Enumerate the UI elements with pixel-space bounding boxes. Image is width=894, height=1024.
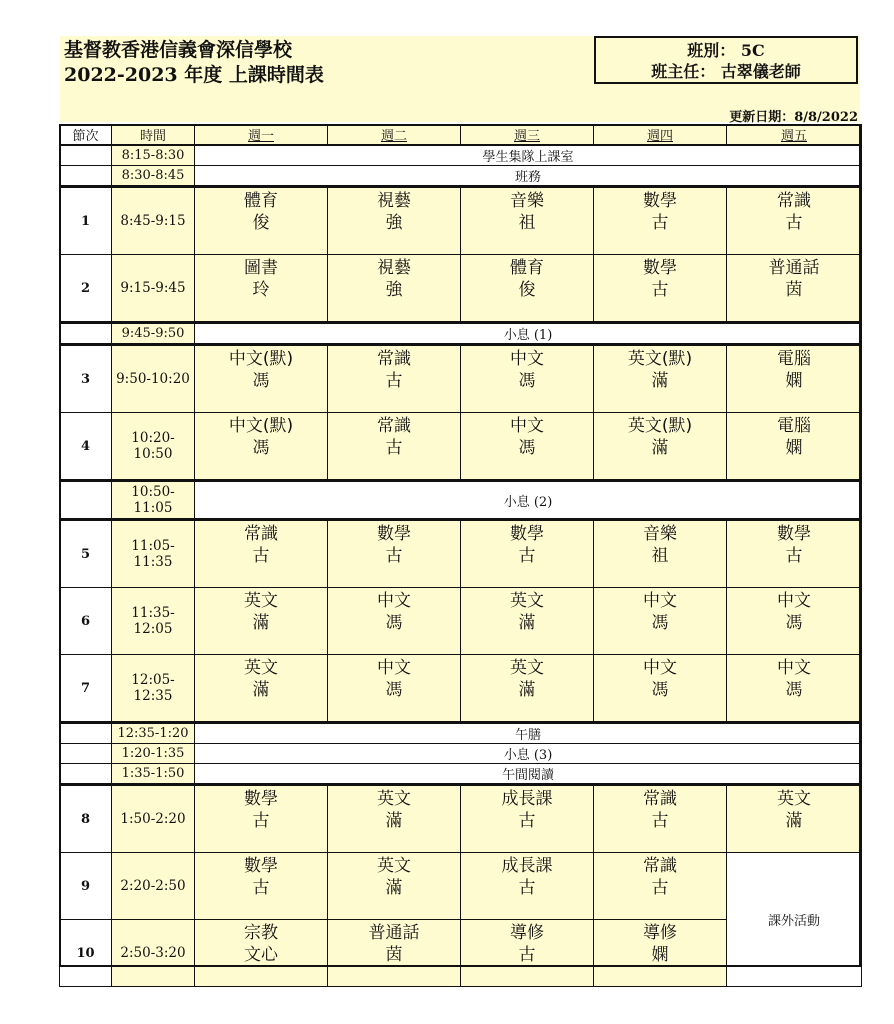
teacher-name: 馮: [385, 680, 403, 700]
time-column-header: 時間: [112, 125, 195, 146]
period-time: 11:35-12:05: [112, 588, 195, 655]
lesson-cell: [461, 520, 594, 588]
teacher-name: 古: [518, 811, 536, 831]
period-row: [60, 187, 862, 255]
subject-name: 中文: [777, 591, 811, 611]
teacher-name: 古: [785, 546, 803, 566]
teacher-name: 祖: [651, 546, 669, 566]
teacher-name: 滿: [385, 811, 403, 831]
subject-name: 音樂: [643, 524, 677, 544]
teacher-name: 嫻: [651, 945, 669, 965]
teacher-name: 古: [518, 546, 536, 566]
lesson-cell: [328, 588, 461, 655]
lunch-row: [60, 723, 862, 744]
teacher-name: 茵: [785, 280, 803, 300]
lesson-cell: [594, 255, 727, 323]
lesson-cell: [461, 853, 594, 920]
period-row: [60, 588, 862, 655]
teacher-name: 古: [785, 213, 803, 233]
subject-name: 數學: [244, 789, 278, 809]
blank-cell: [60, 323, 112, 345]
subject-name: 成長課: [501, 789, 553, 809]
teacher-name: 滿: [252, 680, 270, 700]
teacher-name: 強: [385, 280, 403, 300]
lesson-cell: [727, 785, 862, 853]
teacher-line: [596, 61, 856, 82]
period-number: 4: [60, 413, 112, 481]
recess3-label: 小息 (3): [195, 744, 862, 764]
lesson-cell: [461, 413, 594, 481]
recess2-time: 10:50-11:05: [112, 481, 195, 520]
period-row: [60, 655, 862, 723]
day-header-wed: 週三: [461, 125, 594, 146]
teacher-name: 嫻: [785, 371, 803, 391]
lesson-cell: [594, 655, 727, 723]
lesson-cell: [727, 413, 862, 481]
header-row: [60, 125, 862, 146]
period-number: 5: [60, 520, 112, 588]
teacher-value: 古翠儀老師: [720, 62, 801, 81]
blank-cell: [60, 723, 112, 744]
blank-cell: [60, 481, 112, 520]
period-number: 6: [60, 588, 112, 655]
subject-name: 英文(默): [627, 416, 693, 436]
lesson-cell: [328, 413, 461, 481]
subject-name: 視藝: [377, 258, 411, 278]
period-column-header: 節次: [60, 125, 112, 146]
assembly-time: 8:15-8:30: [112, 145, 195, 166]
subject-name: 中文: [777, 658, 811, 678]
lesson-cell: [328, 520, 461, 588]
period-row: [60, 255, 862, 323]
lesson-cell: [727, 655, 862, 723]
day-header-thu: 週四: [594, 125, 727, 146]
extracurricular-activity-cell: 課外活動: [727, 853, 862, 987]
teacher-name: 茵: [385, 945, 403, 965]
lesson-cell: [195, 413, 328, 481]
period-number: 2: [60, 255, 112, 323]
lesson-cell: [195, 520, 328, 588]
teacher-name: 古: [252, 878, 270, 898]
lesson-cell: [195, 655, 328, 723]
blank-cell: [60, 166, 112, 187]
teacher-name: 古: [252, 546, 270, 566]
recess1-row: [60, 323, 862, 345]
lesson-cell: [594, 413, 727, 481]
lesson-cell: [328, 187, 461, 255]
class-line: [596, 40, 856, 61]
subject-name: 普通話: [368, 923, 420, 943]
subject-name: 中文: [377, 658, 411, 678]
lesson-cell: [594, 785, 727, 853]
assembly-label: 學生集隊上課室: [195, 145, 862, 166]
teacher-name: 嫻: [785, 438, 803, 458]
subject-name: 數學: [377, 524, 411, 544]
teacher-name: 古: [651, 878, 669, 898]
lesson-cell: [328, 785, 461, 853]
subject-name: 英文: [244, 591, 278, 611]
subject-name: 中文(默): [228, 349, 294, 369]
lesson-cell: [461, 588, 594, 655]
update-date: 更新日期：8/8/2022: [729, 110, 858, 125]
teacher-name: 馮: [518, 371, 536, 391]
teacher-name: 古: [651, 811, 669, 831]
day-header-mon: 週一: [195, 125, 328, 146]
lesson-cell: [727, 588, 862, 655]
day-header-fri: 週五: [727, 125, 862, 146]
blank-cell: [60, 744, 112, 764]
lesson-cell: [461, 345, 594, 413]
subject-name: 導修: [643, 923, 677, 943]
subject-name: 宗教: [244, 923, 278, 943]
period-time: 12:05-12:35: [112, 655, 195, 723]
subject-name: 常識: [377, 416, 411, 436]
lesson-cell: [328, 920, 461, 987]
subject-name: 數學: [643, 258, 677, 278]
subject-name: 視藝: [377, 191, 411, 211]
recess1-label: 小息 (1): [195, 323, 862, 345]
lesson-cell: [461, 920, 594, 987]
reading-time: 1:35-1:50: [112, 764, 195, 785]
period-time: 9:15-9:45: [112, 255, 195, 323]
subject-name: 電腦: [777, 349, 811, 369]
lesson-cell: [328, 255, 461, 323]
lesson-cell: [195, 187, 328, 255]
period-time: 9:50-10:20: [112, 345, 195, 413]
period-time: 2:20-2:50: [112, 853, 195, 920]
subject-name: 英文: [377, 789, 411, 809]
class-info-box: [594, 36, 858, 84]
subject-name: 中文: [377, 591, 411, 611]
timetable: [59, 124, 862, 987]
subject-name: 體育: [244, 191, 278, 211]
period-number: 3: [60, 345, 112, 413]
teacher-name: 滿: [518, 613, 536, 633]
recess3-time: 1:20-1:35: [112, 744, 195, 764]
subject-name: 電腦: [777, 416, 811, 436]
lesson-cell: [328, 345, 461, 413]
period-time: 8:45-9:15: [112, 187, 195, 255]
period-number: 8: [60, 785, 112, 853]
teacher-name: 古: [252, 811, 270, 831]
blank-cell: [60, 764, 112, 785]
lesson-cell: [594, 187, 727, 255]
teacher-name: 馮: [785, 680, 803, 700]
teacher-name: 滿: [651, 438, 669, 458]
lesson-cell: [195, 853, 328, 920]
lesson-cell: [594, 853, 727, 920]
period-row: [60, 520, 862, 588]
teacher-name: 馮: [651, 680, 669, 700]
lesson-cell: [594, 588, 727, 655]
recess1-time: 9:45-9:50: [112, 323, 195, 345]
subject-name: 數學: [777, 524, 811, 544]
lesson-cell: [195, 588, 328, 655]
teacher-name: 滿: [785, 811, 803, 831]
subject-name: 數學: [643, 191, 677, 211]
lesson-cell: [594, 345, 727, 413]
homeroom-row: [60, 166, 862, 187]
lesson-cell: [727, 187, 862, 255]
subject-name: 中文: [510, 416, 544, 436]
subject-name: 音樂: [510, 191, 544, 211]
teacher-name: 文心: [244, 945, 278, 965]
teacher-name: 俊: [518, 280, 536, 300]
period-number: 10: [60, 920, 112, 987]
assembly-row: [60, 145, 862, 166]
period-row: [60, 853, 862, 920]
period-row: [60, 785, 862, 853]
subject-name: 中文(默): [228, 416, 294, 436]
teacher-name: 古: [651, 213, 669, 233]
teacher-name: 馮: [518, 438, 536, 458]
lesson-cell: [461, 785, 594, 853]
subject-name: 英文: [510, 591, 544, 611]
lesson-cell: [461, 655, 594, 723]
subject-name: 英文(默): [627, 349, 693, 369]
reading-label: 午間閱讀: [195, 764, 862, 785]
class-value: 5C: [740, 41, 765, 60]
teacher-name: 馮: [385, 613, 403, 633]
teacher-name: 古: [518, 878, 536, 898]
subject-name: 中文: [510, 349, 544, 369]
subject-name: 中文: [643, 658, 677, 678]
teacher-name: 滿: [518, 680, 536, 700]
teacher-name: 古: [385, 438, 403, 458]
subject-name: 英文: [377, 856, 411, 876]
period-time: 2:50-3:20: [112, 920, 195, 987]
teacher-label: 班主任：: [651, 62, 716, 81]
school-name: 基督教香港信義會深信學校: [64, 39, 293, 61]
period-number: 1: [60, 187, 112, 255]
lunch-time: 12:35-1:20: [112, 723, 195, 744]
lesson-cell: [727, 520, 862, 588]
lesson-cell: [461, 255, 594, 323]
lesson-cell: [195, 785, 328, 853]
period-time: 11:05-11:35: [112, 520, 195, 588]
subject-name: 普通話: [768, 258, 820, 278]
homeroom-label: 班務: [195, 166, 862, 187]
teacher-name: 古: [385, 371, 403, 391]
lesson-cell: [328, 655, 461, 723]
subject-name: 中文: [643, 591, 677, 611]
period-time: 10:20-10:50: [112, 413, 195, 481]
subject-name: 英文: [777, 789, 811, 809]
subject-name: 常識: [777, 191, 811, 211]
recess2-label: 小息 (2): [195, 481, 862, 520]
subject-name: 圖書: [244, 258, 278, 278]
subject-name: 常識: [244, 524, 278, 544]
teacher-name: 古: [651, 280, 669, 300]
teacher-name: 滿: [385, 878, 403, 898]
subject-name: 體育: [510, 258, 544, 278]
lesson-cell: [195, 255, 328, 323]
period-row: [60, 413, 862, 481]
class-label: 班別：: [687, 41, 736, 60]
recess2-row: [60, 481, 862, 520]
lesson-cell: [195, 345, 328, 413]
teacher-name: 古: [518, 945, 536, 965]
recess3-row: [60, 744, 862, 764]
subject-name: 常識: [643, 789, 677, 809]
teacher-name: 玲: [252, 280, 270, 300]
period-row: [60, 345, 862, 413]
reading-row: [60, 764, 862, 785]
lesson-cell: [727, 255, 862, 323]
teacher-name: 馮: [651, 613, 669, 633]
subject-name: 英文: [510, 658, 544, 678]
subject-name: 常識: [643, 856, 677, 876]
lesson-cell: [594, 920, 727, 987]
lesson-cell: [328, 853, 461, 920]
teacher-name: 滿: [252, 613, 270, 633]
teacher-name: 強: [385, 213, 403, 233]
period-number: 7: [60, 655, 112, 723]
school-title-block: [64, 38, 324, 88]
teacher-name: 古: [385, 546, 403, 566]
subject-name: 成長課: [501, 856, 553, 876]
period-number: 9: [60, 853, 112, 920]
lesson-cell: [195, 920, 328, 987]
subject-name: 英文: [244, 658, 278, 678]
teacher-name: 馮: [252, 371, 270, 391]
timetable-year-title: 2022-2023 年度 上課時間表: [64, 64, 324, 86]
blank-cell: [60, 145, 112, 166]
homeroom-time: 8:30-8:45: [112, 166, 195, 187]
lesson-cell: [594, 520, 727, 588]
teacher-name: 馮: [785, 613, 803, 633]
subject-name: 數學: [244, 856, 278, 876]
period-time: 1:50-2:20: [112, 785, 195, 853]
teacher-name: 滿: [651, 371, 669, 391]
teacher-name: 俊: [252, 213, 270, 233]
teacher-name: 祖: [518, 213, 536, 233]
lunch-label: 午膳: [195, 723, 862, 744]
subject-name: 導修: [510, 923, 544, 943]
teacher-name: 馮: [252, 438, 270, 458]
lesson-cell: [727, 345, 862, 413]
subject-name: 常識: [377, 349, 411, 369]
subject-name: 數學: [510, 524, 544, 544]
lesson-cell: [461, 187, 594, 255]
day-header-tue: 週二: [328, 125, 461, 146]
